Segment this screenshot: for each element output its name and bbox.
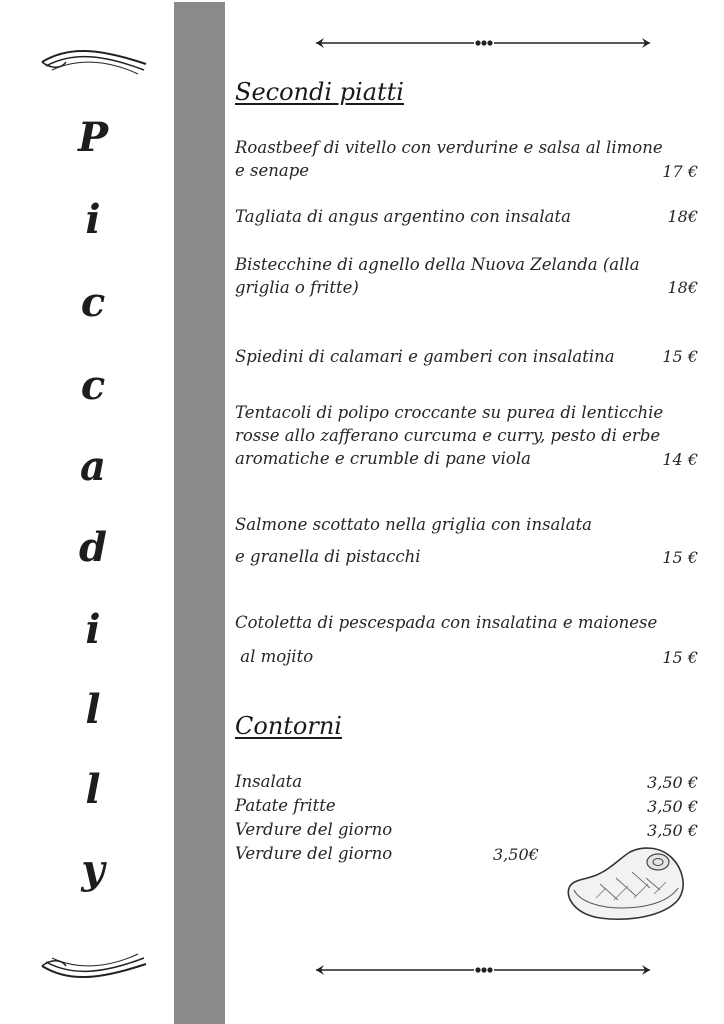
swirl-ornament-bottom-icon bbox=[38, 948, 150, 984]
brand-letter: i bbox=[85, 196, 101, 243]
ornament-divider-top-icon bbox=[302, 35, 664, 51]
dish-price: 18€ bbox=[667, 278, 698, 297]
side-dish-price: 3,50 € bbox=[647, 797, 698, 816]
gray-side-bar bbox=[174, 2, 225, 1024]
side-dish-price: 3,50 € bbox=[647, 773, 698, 792]
dish-line: griglia o fritte) bbox=[235, 278, 359, 297]
brand-letter: c bbox=[80, 279, 106, 326]
dish-line: Tagliata di angus argentino con insalata bbox=[235, 207, 571, 226]
brand-letter: l bbox=[85, 766, 101, 813]
dish-line: e granella di pistacchi bbox=[235, 547, 421, 566]
dish-price: 15 € bbox=[662, 648, 698, 667]
brand-letter: a bbox=[80, 443, 106, 490]
dish-price: 18€ bbox=[667, 207, 698, 226]
side-dish-price: 3,50€ bbox=[493, 845, 539, 864]
dish-line: Bistecchine di agnello della Nuova Zelanda (alla bbox=[235, 255, 640, 274]
brand-letter: d bbox=[79, 524, 107, 571]
swirl-ornament-top-icon bbox=[38, 44, 150, 80]
dish-line: Cotoletta di pescespada con insalatina e maionese bbox=[235, 613, 658, 632]
section-title-secondi: Secondi piatti bbox=[235, 78, 404, 106]
dish-line: Salmone scottato nella griglia con insalata bbox=[235, 515, 592, 534]
dish-line: Roastbeef di vitello con verdurine e salsa al limone bbox=[235, 138, 663, 157]
side-dish-name: Verdure del giorno bbox=[235, 844, 393, 863]
brand-letter: l bbox=[85, 686, 101, 733]
side-dish-price: 3,50 € bbox=[647, 821, 698, 840]
dish-line: Spiedini di calamari e gamberi con insalatina bbox=[235, 347, 615, 366]
brand-letter: i bbox=[85, 606, 101, 653]
brand-letter: P bbox=[77, 114, 109, 161]
dish-line: aromatiche e crumble di pane viola bbox=[235, 449, 531, 468]
side-dish-name: Verdure del giorno bbox=[235, 820, 393, 839]
dish-line: rosse allo zafferano curcuma e curry, pesto di erbe bbox=[235, 426, 661, 445]
dish-line: Tentacoli di polipo croccante su purea di lenticchie bbox=[235, 403, 664, 422]
section-title-contorni: Contorni bbox=[235, 712, 342, 740]
ornament-divider-bottom-icon bbox=[302, 962, 664, 978]
brand-letter: c bbox=[80, 362, 106, 409]
side-dish-name: Insalata bbox=[235, 772, 303, 791]
brand-letter: y bbox=[81, 846, 105, 893]
dish-price: 15 € bbox=[662, 548, 698, 567]
side-dish-name: Patate fritte bbox=[235, 796, 336, 815]
dish-price: 15 € bbox=[662, 347, 698, 366]
dish-line: al mojito bbox=[235, 647, 314, 666]
dish-price: 14 € bbox=[662, 450, 698, 469]
steak-illustration-icon bbox=[560, 840, 688, 922]
dish-price: 17 € bbox=[662, 162, 698, 181]
dish-line: e senape bbox=[235, 161, 310, 180]
